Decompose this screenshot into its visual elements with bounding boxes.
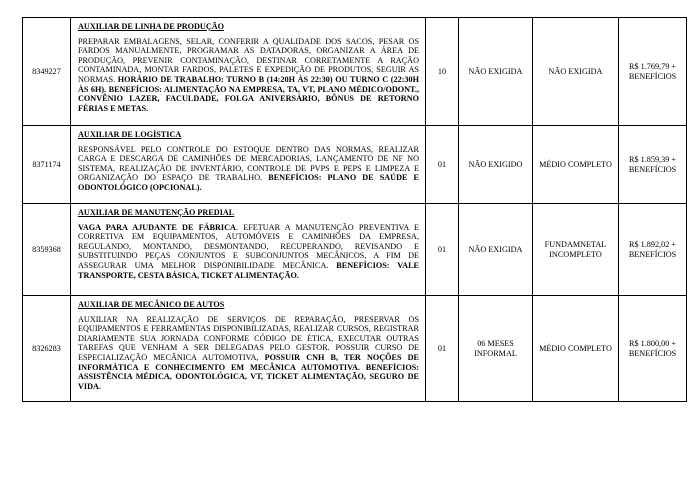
vacancy-experience: NÃO EXIGIDA bbox=[459, 18, 533, 126]
vacancy-experience: 06 MESES INFORMAL bbox=[459, 296, 533, 402]
vacancy-description-text bbox=[78, 145, 419, 193]
vacancy-salary: R$ 1.859,39 + BENEFÍCIOS bbox=[619, 126, 687, 204]
vacancy-quantity: 01 bbox=[426, 296, 459, 402]
vacancy-experience: NÃO EXIGIDO bbox=[459, 126, 533, 204]
job-vacancies-table bbox=[22, 17, 687, 402]
description-bold: BENEFÍCIOS: VALE TRANSPORTE, CESTA BÁSICA, TICKET ALIMENTAÇÃO. bbox=[78, 260, 419, 280]
vacancy-title: AUXILIAR DE LOGÍSTICA bbox=[78, 130, 182, 139]
vacancy-description bbox=[71, 126, 426, 204]
vacancy-description-text bbox=[78, 315, 419, 392]
vacancy-education: FUNDAMNETAL INCOMPLETO bbox=[533, 204, 619, 296]
description-bold: HORÁRIO DE TRABALHO: TURNO B (14:20H ÀS 22:30) OU TURNO C (22:30H ÀS 6H). BENEFÍCIOS: ALIMENTAÇÃO NA EMPRESA, TA, VT, PLANO MÉDICO/ODONT., CONVÊNIO LAZER, FACULDADE, FOLGA ANIVERSÁRIO, BÔNUS DE RETORNO FÉRIAS E METAS. bbox=[78, 74, 419, 113]
vacancy-code: 8349227 bbox=[23, 18, 71, 126]
vacancy-title: AUXILIAR DE MANUTENÇÃO PREDIAL bbox=[78, 208, 235, 217]
vacancy-code: 8359368 bbox=[23, 204, 71, 296]
description-plain: RESPONSÁVEL PELO CONTROLE DO ESTOQUE DENTRO DAS NORMAS, REALIZAR CARGA E DESCARGA DE CAMINHÕES DE MERCADORIAS, LANÇAMENTO DE NF NO SISTEMA, REALIZAÇÃO DE INVENTÁRIO, CONTROLE DE PVPS E PEPS E LIMPEZA E ORGANIZAÇÃO DO ESPAÇO DE TRABALHO. bbox=[78, 144, 419, 183]
vacancy-salary: R$ 1.769,79 + BENEFÍCIOS bbox=[619, 18, 687, 126]
description-bold: BENEFÍCIOS: PLANO DE SAÚDE E ODONTOLÓGICO (OPCIONAL). bbox=[78, 173, 419, 192]
vacancy-title: AUXILIAR DE MECÂNICO DE AUTOS bbox=[78, 300, 225, 309]
vacancy-education: MÉDIO COMPLETO bbox=[533, 296, 619, 402]
vacancy-description-text bbox=[78, 37, 419, 114]
vacancy-quantity: 01 bbox=[426, 126, 459, 204]
vacancy-quantity: 01 bbox=[426, 204, 459, 296]
vacancy-code: 8371174 bbox=[23, 126, 71, 204]
vacancy-quantity: 10 bbox=[426, 18, 459, 126]
description-plain: PREPARAR EMBALAGENS, SELAR, CONFERIR A QUALIDADE DOS SACOS, PESAR OS FARDOS MANUALMENTE, PROGRAMAR AS DATADORAS, ORGANIZAR A ÁREA DE PRODUÇÃO, PREVENIR CONTAMINAÇÃO, DESTINAR CORRETAMENTE A RAÇÃO CONTAMINADA, MONTAR FARDOS, PALETES E EXPEDIÇÃO DE PRODUTOS, SEGUIR AS NORMAS. bbox=[78, 36, 419, 84]
table-row bbox=[23, 296, 687, 402]
vacancy-description-text bbox=[78, 223, 419, 281]
vacancy-salary: R$ 1.800,00 + BENEFÍCIOS bbox=[619, 296, 687, 402]
description-plain: . EFETUAR A MANUTENÇÃO PREVENTIVA E CORRETIVA EM EQUIPAMENTOS, AUTOMÓVEIS E CAMINHÕES DA EMPRESA, REGULANDO, MONTANDO, DESMONTANDO, RECUPERANDO, REVISANDO E SUBSTITUINDO PEÇAS CONJUNTOS E SUBCONJUNTOS MECÂNICOS, A FIM DE ASSEGURAR UMA MELHOR DISPONIBILIDADE MECÂNICA. bbox=[78, 222, 420, 270]
vacancy-education: MÉDIO COMPLETO bbox=[533, 126, 619, 204]
vacancy-code: 8326283 bbox=[23, 296, 71, 402]
vacancy-description bbox=[71, 296, 426, 402]
vacancy-description bbox=[71, 18, 426, 126]
table-row bbox=[23, 126, 687, 204]
vacancy-experience: NÃO EXIGIDA bbox=[459, 204, 533, 296]
table-row bbox=[23, 204, 687, 296]
description-lead-bold: VAGA PARA AJUDANTE DE FÁBRICA bbox=[78, 222, 236, 232]
vacancy-salary: R$ 1.892,02 + BENEFÍCIOS bbox=[619, 204, 687, 296]
description-plain: AUXILIAR NA REALIZAÇÃO DE SERVIÇOS DE REPARAÇÃO, PRESERVAR OS EQUIPAMENTOS E FERRAMENTAS DISPONIBILIZADAS, REALIZAR CURSOS, REGISTRAR DIARIAMENTE SUA JORNADA CONFORME CÓDIGO DE ÉTICA, EXECUTAR OUTRAS TAREFAS QUE VENHAM A SER DELEGADAS PELO GESTOR. POSSUIR CURSO DE ESPECIALIZAÇÃO MECÂNICA AUTOMOTIVA, bbox=[78, 314, 419, 362]
vacancy-education: NÃO EXIGIDA bbox=[533, 18, 619, 126]
table-row bbox=[23, 18, 687, 126]
vacancy-description bbox=[71, 204, 426, 296]
description-bold: POSSUIR CNH B, TER NOÇÕES DE INFORMÁTICA E CONHECIMENTO EM MECÂNICA AUTOMOTIVA. BENEFÍCIOS: ASSISTÊNCIA MÉDICA, ODONTOLÓGICA, VT, TICKET ALIMENTAÇÃO, SEGURO DE VIDA. bbox=[78, 352, 420, 391]
vacancy-title: AUXILIAR DE LINHA DE PRODUÇÃO bbox=[78, 22, 225, 31]
